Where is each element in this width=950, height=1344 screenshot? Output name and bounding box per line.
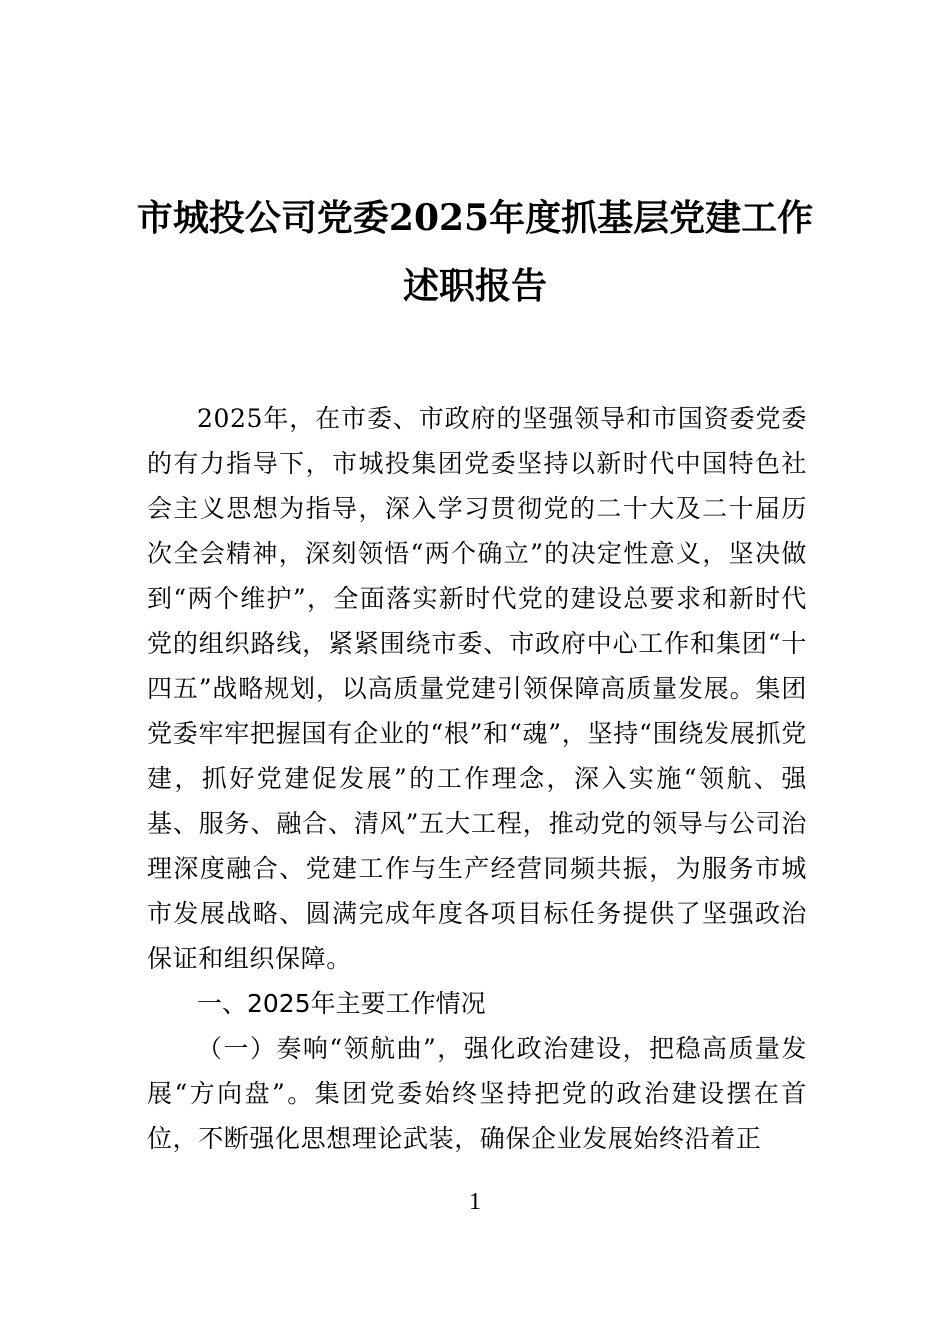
document-title-line-1: 市城投公司党委2025年度抓基层党建工作	[136, 197, 814, 239]
section-heading-1: 一、2025年主要工作情况	[197, 989, 486, 1018]
intro-paragraph: 2025年，在市委、市政府的坚强领导和市国资委党委的有力指导下，市城投集团党委坚持以新时代中国特色社会主义思想为指导，深入学习贯彻党的二十大及二十届历次全会精神，深刻领悟“两个确立”的决定性意义，坚决做到“两个维护”，全面落实新时代党的建设总要求和新时代党的组织路线，紧紧围绕市委、市政府中心工作和集团“十四五”战略规划，以高质量党建引领保障高质量发展。集团党委牢牢把握国有企业的“根”和“魂”，坚持“围绕发展抓党建，抓好党建促发展”的工作理念，深入实施“领航、强基、服务、融合、清风”五大工程，推动党的领导与公司治理深度融合、党建工作与生产经营同频共振，为服务市城市发展战略、圆满完成年度各项目标任务提供了坚强政治保证和组织保障。	[147, 404, 807, 973]
subsection-text-1: 集团党委始终坚持把党的政治建设摆在首位，不断强化思想理论武装，确保企业发展始终沿着正	[147, 1079, 807, 1153]
page-number: 1	[469, 1189, 481, 1215]
subsection-heading-1: （一）奏响“领航曲”，强化政治建设，把稳高质量发展“方向盘”。	[147, 1034, 807, 1108]
document-title-line-2: 述职报告	[402, 265, 547, 307]
document-body	[147, 396, 807, 1161]
subsection-paragraph-1	[147, 1026, 807, 1161]
